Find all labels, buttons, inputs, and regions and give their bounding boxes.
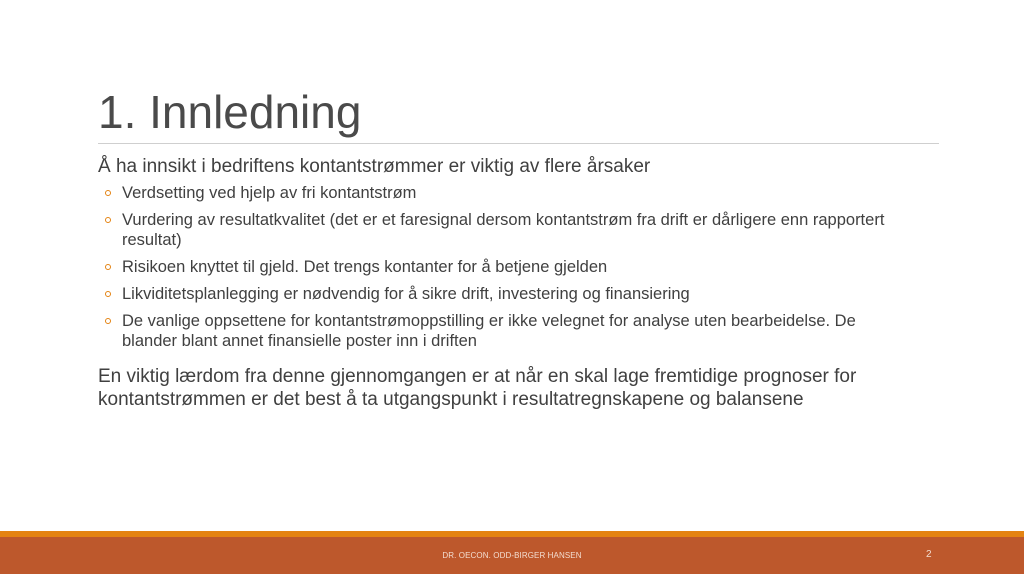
circle-bullet-icon (105, 264, 111, 270)
circle-bullet-icon (105, 217, 111, 223)
bullet-item (98, 311, 898, 351)
conclusion-paragraph: En viktig lærdom fra denne gjennomgangen er at når en skal lage fremtidige prognoser for kontantstrømmen er det best å ta utgangspunkt i resultatregnskapene og balansene (98, 366, 857, 410)
circle-bullet-icon (105, 318, 111, 324)
bullet-item (98, 257, 898, 277)
bullet-text: Risikoen knyttet til gjeld. Det trengs kontanter for å betjene gjelden (122, 258, 608, 276)
circle-bullet-icon (105, 190, 111, 196)
slide-title: 1. Innledning (98, 86, 362, 138)
bullet-text: Vurdering av resultatkvalitet (det er et faresignal dersom kontantstrøm fra drift er dårligere enn rapportert resultat) (122, 211, 885, 249)
bullet-item (98, 284, 898, 304)
lead-paragraph: Å ha innsikt i bedriftens kontantstrømmer er viktig av flere årsaker (98, 156, 651, 177)
footer-author: DR. OECON. ODD-BIRGER HANSEN (442, 551, 582, 560)
bullet-item (98, 183, 898, 203)
footer-bar (0, 537, 1024, 574)
bullet-item (98, 210, 898, 250)
bullet-list (98, 183, 898, 351)
circle-bullet-icon (105, 291, 111, 297)
page-number: 2 (926, 549, 932, 560)
slide-body (98, 154, 898, 411)
bullet-text: Verdsetting ved hjelp av fri kontantstrøm (122, 184, 417, 202)
bullet-text: De vanlige oppsettene for kontantstrømoppstilling er ikke velegnet for analyse uten bearbeidelse. De blander blant annet finansielle poster inn i driften (122, 312, 856, 350)
bullet-text: Likviditetsplanlegging er nødvendig for å sikre drift, investering og finansiering (122, 285, 690, 303)
title-divider (98, 143, 939, 144)
